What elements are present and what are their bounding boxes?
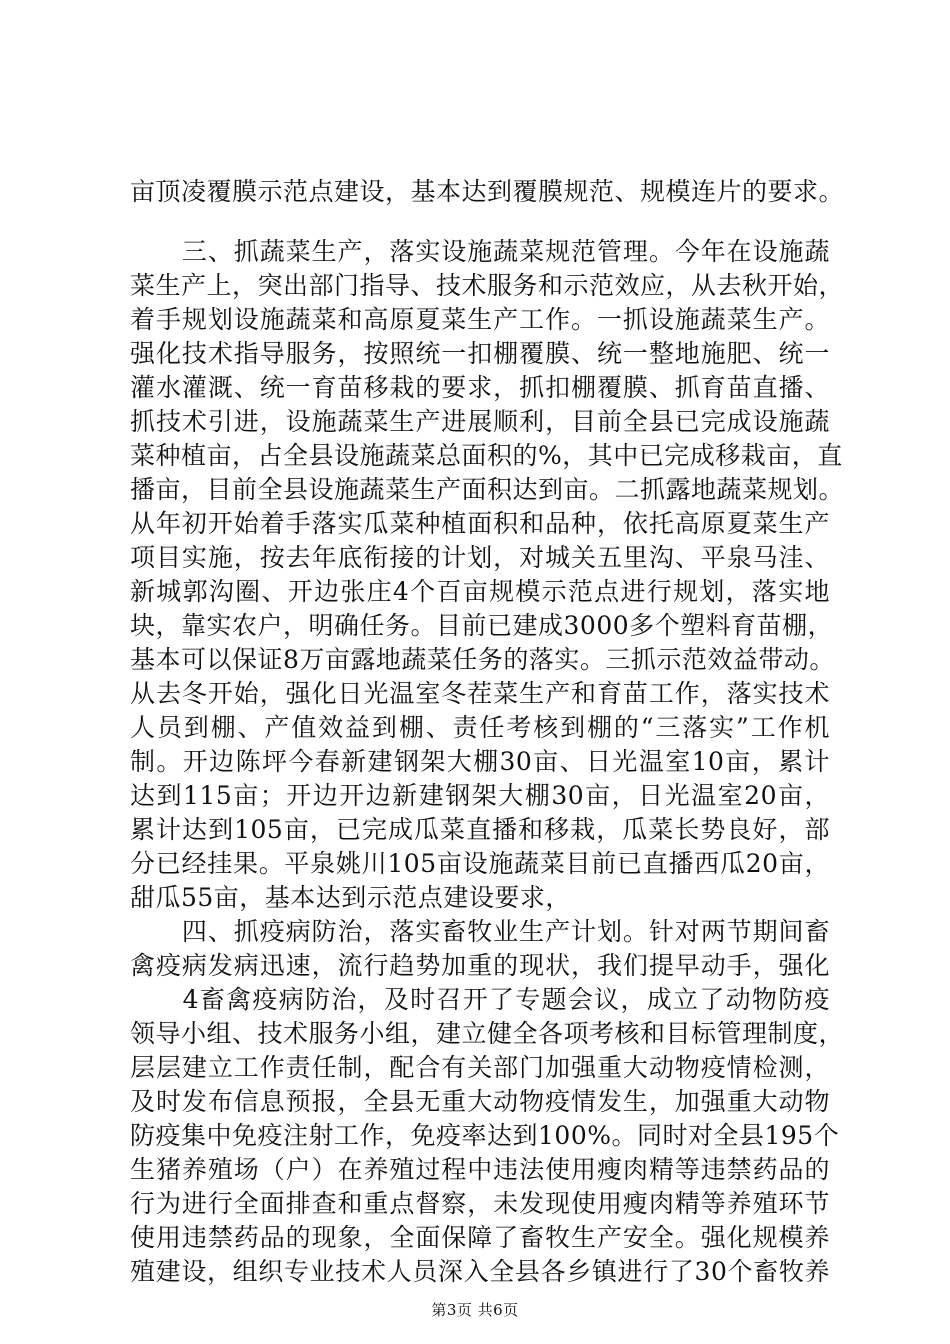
- text-line: 亩顶凌覆膜示范点建设，基本达到覆膜规范、规模连片的要求。: [130, 177, 845, 206]
- text-line: 禽疫病发病迅速，流行趋势加重的现状，我们提早动手，强化: [130, 951, 830, 980]
- text-line: 殖建设，组织专业技术人员深入全县各乡镇进行了30个畜牧养: [130, 1257, 830, 1286]
- text-line: 累计达到105亩，已完成瓜菜直播和移栽，瓜菜长势良好，部: [130, 815, 830, 844]
- text-line: 分已经挂果。平泉姚川105亩设施蔬菜目前已直播西瓜20亩，: [130, 849, 830, 878]
- text-line: 四、抓疫病防治，落实畜牧业生产计划。针对两节期间畜: [130, 917, 830, 946]
- text-line: 使用违禁药品的现象，全面保障了畜牧生产安全。强化规模养: [130, 1223, 830, 1252]
- text-line: 新城郭沟圈、开边张庄4个百亩规模示范点进行规划，落实地: [130, 577, 830, 606]
- text-line: 着手规划设施蔬菜和高原夏菜生产工作。一抓设施蔬菜生产。: [130, 305, 830, 334]
- text-line: 基本可以保证8万亩露地蔬菜任务的落实。三抓示范效益带动。: [130, 645, 835, 674]
- text-line: 领导小组、技术服务小组，建立健全各项考核和目标管理制度，: [130, 1019, 845, 1048]
- page-footer: 第3页 共6页: [431, 1301, 519, 1319]
- text-line: 三、抓蔬菜生产，落实设施蔬菜规范管理。今年在设施蔬: [130, 237, 830, 266]
- text-line: 防疫集中免疫注射工作，免疫率达到100%。同时对全县195个: [130, 1121, 840, 1150]
- text-line: 强化技术指导服务，按照统一扣棚覆膜、统一整地施肥、统一: [130, 339, 830, 368]
- text-line: 从去冬开始，强化日光温室冬茬菜生产和育苗工作，落实技术: [130, 679, 830, 708]
- text-line: 播亩，目前全县设施蔬菜生产面积达到亩。二抓露地蔬菜规划。: [130, 475, 845, 504]
- text-line: 人员到棚、产值效益到棚、责任考核到棚的“三落实”工作机: [130, 713, 830, 742]
- text-line: 达到115亩；开边开边新建钢架大棚30亩，日光温室20亩，: [130, 781, 830, 810]
- text-line: 层层建立工作责任制，配合有关部门加强重大动物疫情检测，: [130, 1053, 830, 1082]
- text-line: 菜种植亩，占全县设施蔬菜总面积的%，其中已完成移栽亩，直: [130, 441, 843, 470]
- text-line: 及时发布信息预报，全县无重大动物疫情发生，加强重大动物: [130, 1087, 830, 1116]
- text-line: 行为进行全面排查和重点督察，未发现使用瘦肉精等养殖环节: [130, 1189, 830, 1218]
- text-line: 生猪养殖场（户）在养殖过程中违法使用瘦肉精等违禁药品的: [130, 1155, 830, 1184]
- text-line: 甜瓜55亩，基本达到示范点建设要求，: [130, 883, 571, 912]
- text-line: 4畜禽疫病防治，及时召开了专题会议，成立了动物防疫: [130, 985, 830, 1014]
- text-line: 制。开边陈坪今春新建钢架大棚30亩、日光温室10亩，累计: [130, 747, 830, 776]
- text-line: 块，靠实农户，明确任务。目前已建成3000多个塑料育苗棚，: [130, 611, 834, 640]
- text-line: 菜生产上，突出部门指导、技术服务和示范效应，从去秋开始，: [130, 271, 845, 300]
- text-line: 从年初开始着手落实瓜菜种植面积和品种，依托高原夏菜生产: [130, 509, 830, 538]
- text-line: 灌水灌溉、统一育苗移栽的要求，抓扣棚覆膜、抓育苗直播、: [130, 373, 830, 402]
- text-line: 抓技术引进，设施蔬菜生产进展顺利，目前全县已完成设施蔬: [130, 407, 830, 436]
- text-line: 项目实施，按去年底衔接的计划，对城关五里沟、平泉马洼、: [130, 543, 830, 572]
